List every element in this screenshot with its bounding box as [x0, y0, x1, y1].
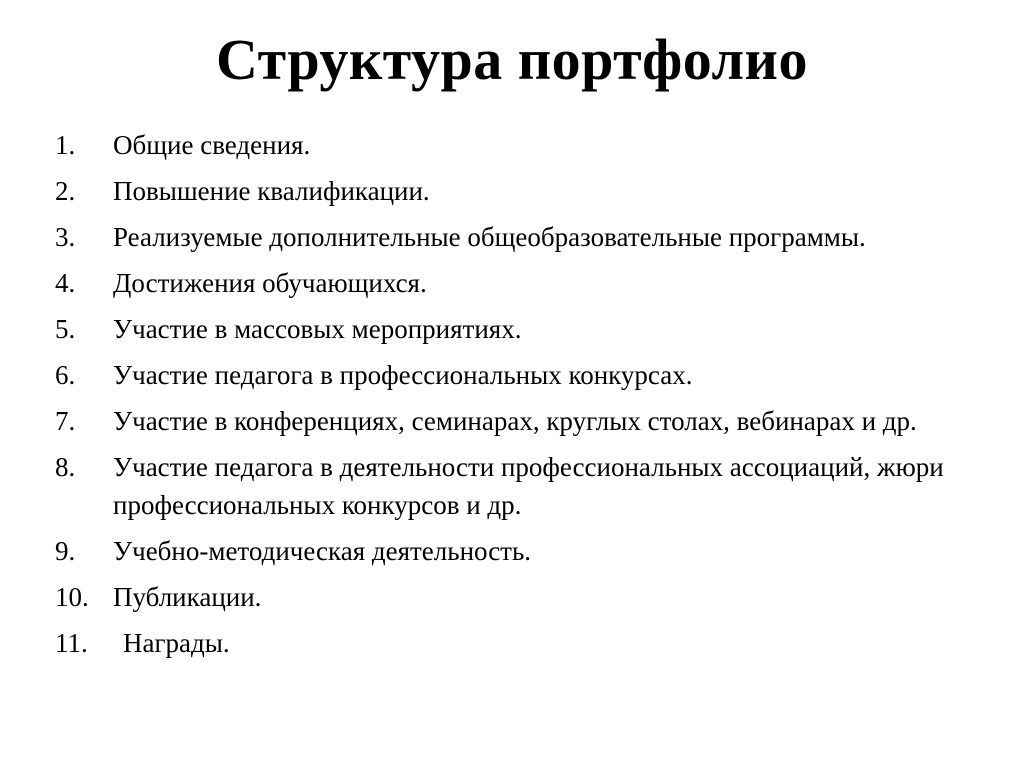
- list-item: [0, 172, 1024, 210]
- list-item-number: 8.: [55, 452, 76, 482]
- list-item-text: Реализуемые дополнительные общеобразовательные программы.: [113, 222, 866, 252]
- list-item: [0, 356, 1024, 394]
- list-item-number: 3.: [55, 222, 76, 252]
- list-item-text: Публикации.: [113, 582, 262, 612]
- list-item-number: 1.: [55, 130, 76, 160]
- list-item: [0, 126, 1024, 164]
- list-item: [0, 578, 1024, 616]
- list-item: [0, 402, 1024, 440]
- list-item-text: Участие педагога в профессиональных конкурсах.: [113, 360, 693, 390]
- list-item-number: 11.: [55, 628, 88, 658]
- list-item-number: 10.: [55, 582, 89, 612]
- list-item: [0, 218, 1024, 256]
- portfolio-structure-list: [0, 126, 1024, 670]
- list-item-text: Учебно-методическая деятельность.: [113, 536, 532, 566]
- list-item: [0, 310, 1024, 348]
- list-item-text: Участие в массовых мероприятиях.: [113, 314, 522, 344]
- list-item-text: Награды.: [123, 628, 230, 658]
- list-item-number: 7.: [55, 406, 76, 436]
- list-item: [0, 264, 1024, 302]
- list-item: [0, 624, 1024, 662]
- list-item-text: Общие сведения.: [113, 130, 311, 160]
- list-item-text: Участие педагога в деятельности профессиональных ассоциаций, жюри профессиональных конкурсов и др.: [113, 452, 944, 520]
- list-item: [0, 448, 1024, 524]
- list-item-number: 2.: [55, 176, 76, 206]
- list-item-number: 4.: [55, 268, 76, 298]
- list-item: [0, 532, 1024, 570]
- list-item-number: 9.: [55, 536, 76, 566]
- list-item-text: Участие в конференциях, семинарах, круглых столах, вебинарах и др.: [113, 406, 917, 436]
- list-item-number: 6.: [55, 360, 76, 390]
- page-title: Структура портфолио: [216, 27, 808, 92]
- list-item-number: 5.: [55, 314, 76, 344]
- list-item-text: Достижения обучающихся.: [113, 268, 427, 298]
- list-item-text: Повышение квалификации.: [113, 176, 430, 206]
